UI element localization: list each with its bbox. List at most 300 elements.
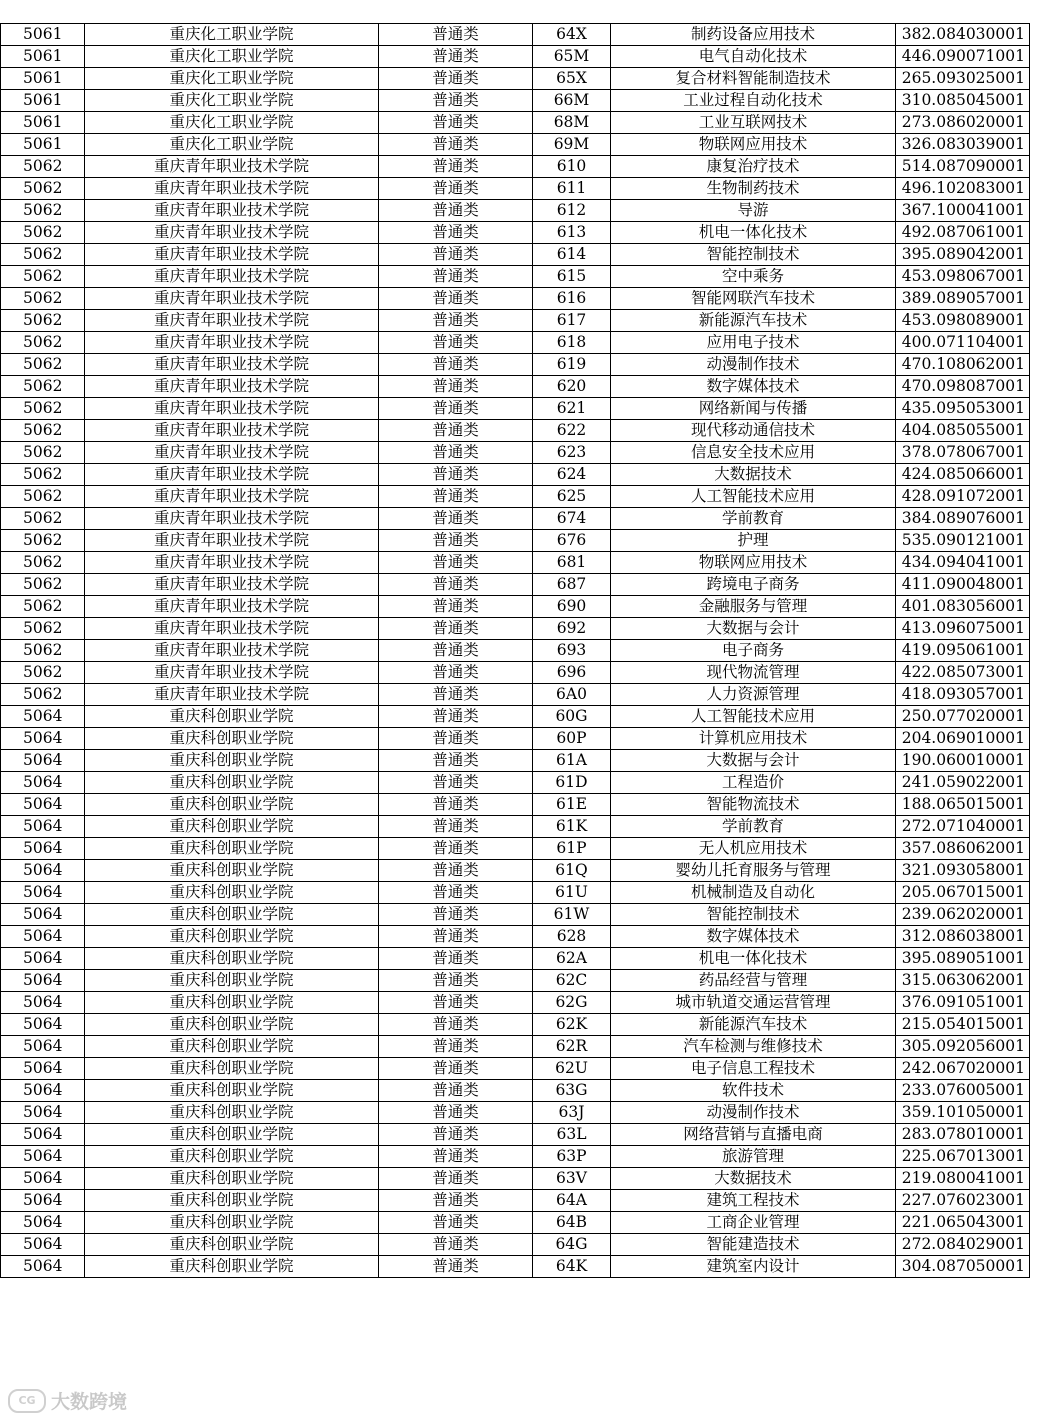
watermark-text: 大数跨境 — [51, 1391, 128, 1413]
score-cell: 404.085055001 — [896, 420, 1030, 442]
category-cell: 普通类 — [379, 530, 533, 552]
score-cell: 422.085073001 — [896, 662, 1030, 684]
major-code-cell: 61P — [533, 838, 611, 860]
table-row — [1, 970, 1030, 992]
score-cell: 239.062020001 — [896, 904, 1030, 926]
table-row — [1, 640, 1030, 662]
school-name-cell: 重庆青年职业技术学院 — [85, 596, 379, 618]
school-code-cell: 5062 — [1, 200, 85, 222]
school-name-cell: 重庆科创职业学院 — [85, 1124, 379, 1146]
major-name-cell: 数字媒体技术 — [611, 926, 896, 948]
category-cell: 普通类 — [379, 970, 533, 992]
category-cell: 普通类 — [379, 574, 533, 596]
major-code-cell: 622 — [533, 420, 611, 442]
score-cell: 233.076005001 — [896, 1080, 1030, 1102]
table-row — [1, 706, 1030, 728]
school-name-cell: 重庆科创职业学院 — [85, 838, 379, 860]
major-code-cell: 64A — [533, 1190, 611, 1212]
major-code-cell: 618 — [533, 332, 611, 354]
category-cell: 普通类 — [379, 882, 533, 904]
school-code-cell: 5064 — [1, 1080, 85, 1102]
score-cell: 413.096075001 — [896, 618, 1030, 640]
major-name-cell: 电子商务 — [611, 640, 896, 662]
score-cell: 384.089076001 — [896, 508, 1030, 530]
major-code-cell: 65X — [533, 68, 611, 90]
school-name-cell: 重庆青年职业技术学院 — [85, 420, 379, 442]
table-row — [1, 596, 1030, 618]
category-cell: 普通类 — [379, 156, 533, 178]
category-cell: 普通类 — [379, 1256, 533, 1278]
score-cell: 241.059022001 — [896, 772, 1030, 794]
school-code-cell: 5062 — [1, 332, 85, 354]
school-name-cell: 重庆科创职业学院 — [85, 992, 379, 1014]
table-row — [1, 992, 1030, 1014]
category-cell: 普通类 — [379, 1168, 533, 1190]
major-name-cell: 新能源汽车技术 — [611, 1014, 896, 1036]
score-cell: 395.089051001 — [896, 948, 1030, 970]
table-row — [1, 156, 1030, 178]
major-name-cell: 大数据技术 — [611, 464, 896, 486]
major-code-cell: 62A — [533, 948, 611, 970]
major-code-cell: 65M — [533, 46, 611, 68]
score-cell: 188.065015001 — [896, 794, 1030, 816]
major-code-cell: 620 — [533, 376, 611, 398]
table-row — [1, 244, 1030, 266]
table-row — [1, 178, 1030, 200]
table-row — [1, 684, 1030, 706]
category-cell: 普通类 — [379, 1212, 533, 1234]
category-cell: 普通类 — [379, 706, 533, 728]
score-cell: 190.060010001 — [896, 750, 1030, 772]
score-cell: 418.093057001 — [896, 684, 1030, 706]
score-cell: 428.091072001 — [896, 486, 1030, 508]
school-code-cell: 5062 — [1, 156, 85, 178]
major-name-cell: 物联网应用技术 — [611, 134, 896, 156]
major-code-cell: 61E — [533, 794, 611, 816]
major-code-cell: 60G — [533, 706, 611, 728]
category-cell: 普通类 — [379, 398, 533, 420]
school-name-cell: 重庆化工职业学院 — [85, 46, 379, 68]
school-name-cell: 重庆青年职业技术学院 — [85, 618, 379, 640]
table-row — [1, 1058, 1030, 1080]
school-name-cell: 重庆科创职业学院 — [85, 816, 379, 838]
category-cell: 普通类 — [379, 508, 533, 530]
score-cell: 496.102083001 — [896, 178, 1030, 200]
school-code-cell: 5061 — [1, 112, 85, 134]
major-name-cell: 学前教育 — [611, 816, 896, 838]
table-row — [1, 904, 1030, 926]
school-name-cell: 重庆青年职业技术学院 — [85, 222, 379, 244]
score-cell: 382.084030001 — [896, 24, 1030, 46]
major-code-cell: 690 — [533, 596, 611, 618]
major-name-cell: 建筑室内设计 — [611, 1256, 896, 1278]
score-cell: 395.089042001 — [896, 244, 1030, 266]
table-row — [1, 1124, 1030, 1146]
major-code-cell: 62R — [533, 1036, 611, 1058]
major-name-cell: 城市轨道交通运营管理 — [611, 992, 896, 1014]
table-row — [1, 486, 1030, 508]
score-cell: 378.078067001 — [896, 442, 1030, 464]
major-name-cell: 智能控制技术 — [611, 244, 896, 266]
school-code-cell: 5064 — [1, 1036, 85, 1058]
school-code-cell: 5061 — [1, 134, 85, 156]
school-name-cell: 重庆青年职业技术学院 — [85, 662, 379, 684]
table-row — [1, 948, 1030, 970]
major-code-cell: 615 — [533, 266, 611, 288]
score-cell: 400.071104001 — [896, 332, 1030, 354]
table-row — [1, 1146, 1030, 1168]
major-name-cell: 大数据与会计 — [611, 750, 896, 772]
major-code-cell: 61U — [533, 882, 611, 904]
school-name-cell: 重庆青年职业技术学院 — [85, 552, 379, 574]
score-cell: 453.098089001 — [896, 310, 1030, 332]
major-name-cell: 机电一体化技术 — [611, 222, 896, 244]
category-cell: 普通类 — [379, 24, 533, 46]
major-name-cell: 动漫制作技术 — [611, 354, 896, 376]
school-code-cell: 5062 — [1, 508, 85, 530]
table-row — [1, 816, 1030, 838]
score-cell: 446.090071001 — [896, 46, 1030, 68]
major-name-cell: 工程造价 — [611, 772, 896, 794]
school-code-cell: 5062 — [1, 530, 85, 552]
major-name-cell: 网络营销与直播电商 — [611, 1124, 896, 1146]
table-row — [1, 662, 1030, 684]
school-code-cell: 5062 — [1, 178, 85, 200]
school-code-cell: 5064 — [1, 706, 85, 728]
category-cell: 普通类 — [379, 640, 533, 662]
major-name-cell: 人力资源管理 — [611, 684, 896, 706]
table-row — [1, 1212, 1030, 1234]
major-name-cell: 电子信息工程技术 — [611, 1058, 896, 1080]
school-name-cell: 重庆青年职业技术学院 — [85, 442, 379, 464]
score-cell: 411.090048001 — [896, 574, 1030, 596]
major-name-cell: 旅游管理 — [611, 1146, 896, 1168]
school-code-cell: 5064 — [1, 1168, 85, 1190]
category-cell: 普通类 — [379, 904, 533, 926]
score-cell: 424.085066001 — [896, 464, 1030, 486]
school-code-cell: 5064 — [1, 970, 85, 992]
table-row — [1, 1234, 1030, 1256]
score-cell: 435.095053001 — [896, 398, 1030, 420]
major-code-cell: 674 — [533, 508, 611, 530]
school-name-cell: 重庆青年职业技术学院 — [85, 156, 379, 178]
school-code-cell: 5064 — [1, 992, 85, 1014]
score-cell: 321.093058001 — [896, 860, 1030, 882]
score-cell: 389.089057001 — [896, 288, 1030, 310]
major-code-cell: 63G — [533, 1080, 611, 1102]
score-cell: 225.067013001 — [896, 1146, 1030, 1168]
school-code-cell: 5064 — [1, 860, 85, 882]
admission-score-table — [0, 23, 1030, 1278]
major-code-cell: 676 — [533, 530, 611, 552]
table-row — [1, 728, 1030, 750]
table-row — [1, 882, 1030, 904]
school-name-cell: 重庆青年职业技术学院 — [85, 376, 379, 398]
major-name-cell: 大数据技术 — [611, 1168, 896, 1190]
score-cell: 357.086062001 — [896, 838, 1030, 860]
school-code-cell: 5064 — [1, 1146, 85, 1168]
table-row — [1, 266, 1030, 288]
school-code-cell: 5064 — [1, 772, 85, 794]
category-cell: 普通类 — [379, 486, 533, 508]
major-code-cell: 692 — [533, 618, 611, 640]
category-cell: 普通类 — [379, 618, 533, 640]
table-row — [1, 860, 1030, 882]
category-cell: 普通类 — [379, 1080, 533, 1102]
school-code-cell: 5064 — [1, 750, 85, 772]
school-code-cell: 5062 — [1, 222, 85, 244]
major-name-cell: 动漫制作技术 — [611, 1102, 896, 1124]
school-name-cell: 重庆青年职业技术学院 — [85, 508, 379, 530]
major-name-cell: 导游 — [611, 200, 896, 222]
major-name-cell: 跨境电子商务 — [611, 574, 896, 596]
school-code-cell: 5062 — [1, 288, 85, 310]
score-cell: 401.083056001 — [896, 596, 1030, 618]
school-name-cell: 重庆科创职业学院 — [85, 1036, 379, 1058]
school-name-cell: 重庆科创职业学院 — [85, 1014, 379, 1036]
table-row — [1, 134, 1030, 156]
score-cell: 221.065043001 — [896, 1212, 1030, 1234]
category-cell: 普通类 — [379, 244, 533, 266]
major-name-cell: 学前教育 — [611, 508, 896, 530]
score-cell: 273.086020001 — [896, 112, 1030, 134]
major-code-cell: 613 — [533, 222, 611, 244]
category-cell: 普通类 — [379, 420, 533, 442]
major-name-cell: 网络新闻与传播 — [611, 398, 896, 420]
major-code-cell: 63J — [533, 1102, 611, 1124]
major-name-cell: 人工智能技术应用 — [611, 486, 896, 508]
major-code-cell: 693 — [533, 640, 611, 662]
major-code-cell: 628 — [533, 926, 611, 948]
major-code-cell: 621 — [533, 398, 611, 420]
table-body — [1, 24, 1030, 1278]
category-cell: 普通类 — [379, 750, 533, 772]
school-name-cell: 重庆科创职业学院 — [85, 1168, 379, 1190]
major-code-cell: 64G — [533, 1234, 611, 1256]
watermark-logo-icon: CG — [8, 1389, 46, 1413]
major-name-cell: 空中乘务 — [611, 266, 896, 288]
major-code-cell: 612 — [533, 200, 611, 222]
category-cell: 普通类 — [379, 112, 533, 134]
table-row — [1, 46, 1030, 68]
school-name-cell: 重庆青年职业技术学院 — [85, 684, 379, 706]
category-cell: 普通类 — [379, 552, 533, 574]
table-row — [1, 1190, 1030, 1212]
school-code-cell: 5061 — [1, 46, 85, 68]
major-name-cell: 电气自动化技术 — [611, 46, 896, 68]
score-cell: 492.087061001 — [896, 222, 1030, 244]
category-cell: 普通类 — [379, 1102, 533, 1124]
major-name-cell: 汽车检测与维修技术 — [611, 1036, 896, 1058]
school-code-cell: 5064 — [1, 1212, 85, 1234]
score-cell: 310.085045001 — [896, 90, 1030, 112]
category-cell: 普通类 — [379, 1146, 533, 1168]
score-cell: 205.067015001 — [896, 882, 1030, 904]
major-name-cell: 人工智能技术应用 — [611, 706, 896, 728]
school-name-cell: 重庆化工职业学院 — [85, 68, 379, 90]
school-code-cell: 5064 — [1, 882, 85, 904]
score-cell: 376.091051001 — [896, 992, 1030, 1014]
category-cell: 普通类 — [379, 1014, 533, 1036]
table-row — [1, 552, 1030, 574]
major-code-cell: 6A0 — [533, 684, 611, 706]
category-cell: 普通类 — [379, 596, 533, 618]
school-name-cell: 重庆青年职业技术学院 — [85, 178, 379, 200]
major-code-cell: 62C — [533, 970, 611, 992]
category-cell: 普通类 — [379, 794, 533, 816]
school-code-cell: 5064 — [1, 1058, 85, 1080]
table-row — [1, 1102, 1030, 1124]
school-name-cell: 重庆青年职业技术学院 — [85, 354, 379, 376]
major-code-cell: 68M — [533, 112, 611, 134]
table-row — [1, 420, 1030, 442]
major-name-cell: 物联网应用技术 — [611, 552, 896, 574]
table-row — [1, 68, 1030, 90]
major-code-cell: 61D — [533, 772, 611, 794]
score-cell: 272.071040001 — [896, 816, 1030, 838]
table-row — [1, 332, 1030, 354]
school-name-cell: 重庆青年职业技术学院 — [85, 244, 379, 266]
category-cell: 普通类 — [379, 354, 533, 376]
school-name-cell: 重庆科创职业学院 — [85, 1256, 379, 1278]
major-code-cell: 61K — [533, 816, 611, 838]
major-name-cell: 护理 — [611, 530, 896, 552]
school-name-cell: 重庆青年职业技术学院 — [85, 486, 379, 508]
major-code-cell: 60P — [533, 728, 611, 750]
school-name-cell: 重庆青年职业技术学院 — [85, 310, 379, 332]
school-code-cell: 5064 — [1, 1234, 85, 1256]
school-code-cell: 5062 — [1, 442, 85, 464]
major-code-cell: 687 — [533, 574, 611, 596]
school-name-cell: 重庆青年职业技术学院 — [85, 640, 379, 662]
major-name-cell: 婴幼儿托育服务与管理 — [611, 860, 896, 882]
category-cell: 普通类 — [379, 134, 533, 156]
category-cell: 普通类 — [379, 310, 533, 332]
major-code-cell: 64B — [533, 1212, 611, 1234]
score-cell: 453.098067001 — [896, 266, 1030, 288]
category-cell: 普通类 — [379, 90, 533, 112]
category-cell: 普通类 — [379, 68, 533, 90]
major-name-cell: 工业过程自动化技术 — [611, 90, 896, 112]
school-name-cell: 重庆科创职业学院 — [85, 1212, 379, 1234]
major-code-cell: 623 — [533, 442, 611, 464]
table-row — [1, 794, 1030, 816]
score-cell: 535.090121001 — [896, 530, 1030, 552]
major-code-cell: 63L — [533, 1124, 611, 1146]
table-row — [1, 1256, 1030, 1278]
category-cell: 普通类 — [379, 266, 533, 288]
table-row — [1, 376, 1030, 398]
school-code-cell: 5064 — [1, 1190, 85, 1212]
major-code-cell: 696 — [533, 662, 611, 684]
school-name-cell: 重庆科创职业学院 — [85, 728, 379, 750]
category-cell: 普通类 — [379, 332, 533, 354]
major-name-cell: 计算机应用技术 — [611, 728, 896, 750]
major-code-cell: 62G — [533, 992, 611, 1014]
school-name-cell: 重庆科创职业学院 — [85, 926, 379, 948]
school-code-cell: 5064 — [1, 794, 85, 816]
score-cell: 514.087090001 — [896, 156, 1030, 178]
major-name-cell: 大数据与会计 — [611, 618, 896, 640]
major-code-cell: 624 — [533, 464, 611, 486]
table-row — [1, 926, 1030, 948]
table-row — [1, 200, 1030, 222]
school-name-cell: 重庆科创职业学院 — [85, 1058, 379, 1080]
school-name-cell: 重庆科创职业学院 — [85, 1146, 379, 1168]
table-row — [1, 310, 1030, 332]
table-row — [1, 1036, 1030, 1058]
school-code-cell: 5062 — [1, 486, 85, 508]
school-name-cell: 重庆科创职业学院 — [85, 882, 379, 904]
school-code-cell: 5062 — [1, 376, 85, 398]
category-cell: 普通类 — [379, 1058, 533, 1080]
school-code-cell: 5062 — [1, 640, 85, 662]
score-cell: 470.098087001 — [896, 376, 1030, 398]
major-name-cell: 信息安全技术应用 — [611, 442, 896, 464]
school-name-cell: 重庆科创职业学院 — [85, 970, 379, 992]
category-cell: 普通类 — [379, 992, 533, 1014]
school-name-cell: 重庆青年职业技术学院 — [85, 266, 379, 288]
school-code-cell: 5062 — [1, 596, 85, 618]
major-code-cell: 681 — [533, 552, 611, 574]
school-name-cell: 重庆青年职业技术学院 — [85, 332, 379, 354]
school-name-cell: 重庆青年职业技术学院 — [85, 288, 379, 310]
school-code-cell: 5062 — [1, 464, 85, 486]
category-cell: 普通类 — [379, 200, 533, 222]
school-code-cell: 5062 — [1, 618, 85, 640]
score-cell: 227.076023001 — [896, 1190, 1030, 1212]
school-code-cell: 5061 — [1, 68, 85, 90]
table-row — [1, 838, 1030, 860]
table-row — [1, 112, 1030, 134]
score-cell: 326.083039001 — [896, 134, 1030, 156]
major-name-cell: 复合材料智能制造技术 — [611, 68, 896, 90]
score-cell: 312.086038001 — [896, 926, 1030, 948]
major-name-cell: 软件技术 — [611, 1080, 896, 1102]
major-code-cell: 64X — [533, 24, 611, 46]
major-name-cell: 数字媒体技术 — [611, 376, 896, 398]
school-code-cell: 5064 — [1, 948, 85, 970]
school-code-cell: 5062 — [1, 398, 85, 420]
major-code-cell: 61Q — [533, 860, 611, 882]
school-name-cell: 重庆科创职业学院 — [85, 860, 379, 882]
school-code-cell: 5062 — [1, 574, 85, 596]
major-code-cell: 64K — [533, 1256, 611, 1278]
major-code-cell: 63V — [533, 1168, 611, 1190]
category-cell: 普通类 — [379, 178, 533, 200]
watermark — [8, 1387, 127, 1414]
category-cell: 普通类 — [379, 1036, 533, 1058]
score-cell: 315.063062001 — [896, 970, 1030, 992]
school-code-cell: 5062 — [1, 244, 85, 266]
school-code-cell: 5062 — [1, 420, 85, 442]
table-row — [1, 772, 1030, 794]
major-name-cell: 应用电子技术 — [611, 332, 896, 354]
school-name-cell: 重庆科创职业学院 — [85, 706, 379, 728]
school-code-cell: 5062 — [1, 266, 85, 288]
major-code-cell: 611 — [533, 178, 611, 200]
major-code-cell: 61W — [533, 904, 611, 926]
major-code-cell: 617 — [533, 310, 611, 332]
school-code-cell: 5064 — [1, 1124, 85, 1146]
score-cell: 272.084029001 — [896, 1234, 1030, 1256]
table-row — [1, 1080, 1030, 1102]
score-cell: 265.093025001 — [896, 68, 1030, 90]
school-name-cell: 重庆青年职业技术学院 — [85, 464, 379, 486]
score-cell: 304.087050001 — [896, 1256, 1030, 1278]
category-cell: 普通类 — [379, 288, 533, 310]
major-code-cell: 69M — [533, 134, 611, 156]
